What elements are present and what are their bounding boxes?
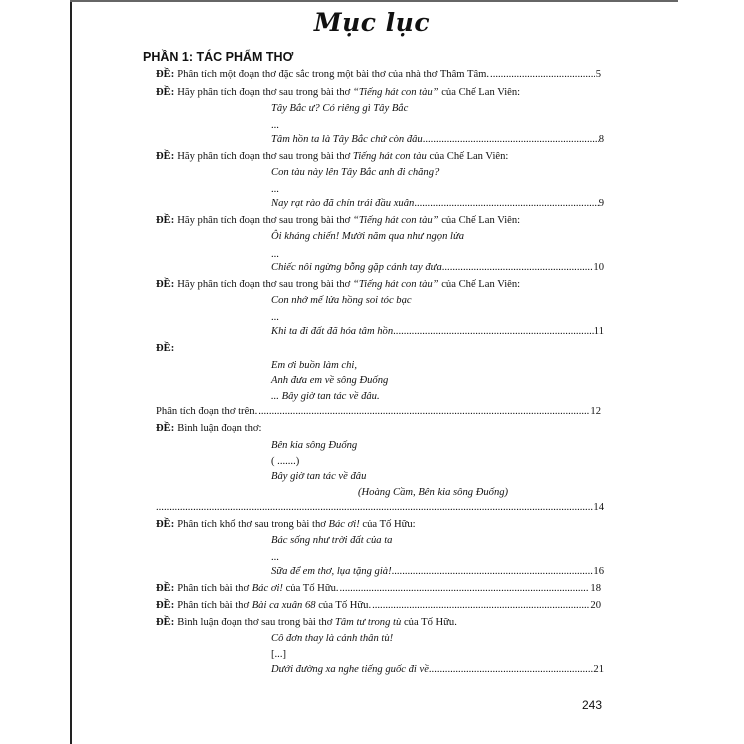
work-title: “Tiếng hát con tàu” — [352, 279, 439, 290]
toc-dotted-line[interactable] — [156, 501, 604, 515]
work-title: Bài ca xuân 68 — [251, 600, 316, 611]
toc-entry[interactable] — [156, 616, 601, 630]
verse-ellipsis: ... — [271, 312, 279, 323]
de-label: ĐỀ: — [156, 279, 175, 290]
leader-dots — [442, 261, 594, 275]
entry-page: 18 — [590, 583, 601, 594]
de-label: ĐỀ: — [156, 600, 175, 611]
leader-dots — [156, 501, 593, 515]
verse-ellipsis: ... — [271, 120, 279, 131]
verse-ellipsis: [...] — [271, 649, 287, 660]
toc-entry[interactable] — [156, 405, 601, 419]
de-label: ĐỀ: — [156, 151, 175, 162]
toc-entry[interactable] — [156, 86, 601, 100]
page-edge-top — [70, 0, 678, 2]
de-label: ĐỀ: — [156, 343, 175, 354]
toc-verse-entry[interactable] — [271, 261, 604, 275]
verse-line: Bác sống như trời đất của ta — [271, 535, 393, 546]
toc-entry[interactable] — [156, 214, 601, 228]
verse-line: Anh đưa em về sông Đuống — [271, 375, 389, 386]
entry-page: 8 — [598, 134, 604, 145]
toc-verse-entry[interactable] — [271, 197, 604, 211]
toc-entry[interactable] — [156, 582, 601, 596]
verse-line: Sữa để em thơ, lụa tặng già! — [271, 566, 392, 577]
entry-page: 5 — [595, 69, 601, 80]
leader-dots — [490, 68, 595, 82]
verse-line: Bây giờ tan tác về đâu — [271, 471, 367, 482]
verse-line: Chiếc nôi ngừng bỗng gặp cánh tay đưa — [271, 262, 442, 273]
entry-text: Phân tích bài thơ Bác ơi! của Tố Hữu. — [177, 583, 339, 594]
toc-verse-entry[interactable] — [271, 663, 604, 677]
work-title: Tâm tư trong tù — [334, 617, 402, 628]
entry-text: Bình luận đoạn thơ: — [177, 423, 262, 434]
toc-verse-entry[interactable] — [271, 325, 604, 339]
page-title: Mục lục — [313, 8, 431, 37]
leader-dots — [258, 405, 589, 419]
de-label: ĐỀ: — [156, 69, 175, 80]
entry-text: Phân tích một đoạn thơ đặc sắc trong một bài thơ của nhà thơ Thâm Tâm. — [177, 69, 490, 80]
work-title: Bác ơi! — [328, 519, 360, 530]
entry-page: 9 — [598, 198, 604, 209]
entry-page: 10 — [593, 262, 604, 273]
de-label: ĐỀ: — [156, 519, 175, 530]
verse-line: Ôi kháng chiến! Mười năm qua như ngọn lửa — [271, 231, 465, 242]
leader-dots — [372, 599, 589, 613]
toc-entry[interactable] — [156, 68, 601, 82]
page-number: 243 — [582, 698, 603, 712]
toc-entry[interactable] — [156, 278, 601, 292]
de-label: ĐỀ: — [156, 423, 175, 434]
entry-text: Phân tích đoạn thơ trên. — [156, 406, 258, 417]
verse-ellipsis: ... — [271, 552, 279, 563]
leader-dots — [414, 197, 598, 211]
leader-dots — [423, 133, 599, 147]
entry-page: 21 — [593, 664, 604, 675]
page-edge-left — [70, 0, 72, 744]
work-title: Tiếng hát con tàu — [352, 151, 427, 162]
toc-entry[interactable] — [156, 342, 601, 356]
de-label: ĐỀ: — [156, 583, 175, 594]
verse-ellipsis: ( .......) — [271, 456, 300, 467]
verse-line: Nay rạt rào đã chín trái đầu xuân — [271, 198, 415, 209]
de-label: ĐỀ: — [156, 215, 175, 226]
entry-page: 14 — [593, 502, 604, 513]
entry-text: Bình luận đoạn thơ sau trong bài thơ Tâm tư trong tù của Tố Hữu. — [177, 617, 457, 628]
de-label: ĐỀ: — [156, 617, 175, 628]
entry-text: Hãy phân tích đoạn thơ sau trong bài thơ “Tiếng hát con tàu” của Chế Lan Viên: — [177, 87, 521, 98]
verse-line: Dưới đường xa nghe tiếng guốc đi về — [271, 664, 429, 675]
verse-line: Con nhớ mế lửa hồng soi tóc bạc — [271, 295, 412, 306]
verse-line: Tây Bắc ư? Có riêng gì Tây Bắc — [271, 103, 409, 114]
de-label: ĐỀ: — [156, 87, 175, 98]
toc-entry[interactable] — [156, 150, 601, 164]
section-heading: PHẦN 1: TÁC PHẨM THƠ — [143, 50, 294, 64]
toc-entry[interactable] — [156, 422, 601, 436]
toc-verse-entry[interactable] — [271, 133, 604, 147]
entry-text: Phân tích khổ thơ sau trong bài thơ Bác ơi! của Tố Hữu: — [177, 519, 416, 530]
entry-page: 20 — [590, 600, 601, 611]
entry-page: 16 — [593, 566, 604, 577]
leader-dots — [429, 663, 594, 677]
entry-text: Hãy phân tích đoạn thơ sau trong bài thơ “Tiếng hát con tàu” của Chế Lan Viên: — [177, 215, 521, 226]
work-title: “Tiếng hát con tàu” — [352, 215, 439, 226]
work-title: “Tiếng hát con tàu” — [352, 87, 439, 98]
verse-ellipsis: ... — [271, 249, 279, 260]
leader-dots — [393, 325, 594, 339]
entry-page: 12 — [590, 406, 601, 417]
toc-entry[interactable] — [156, 599, 601, 613]
entry-text: Phân tích bài thơ Bài ca xuân 68 của Tố Hữu. — [177, 600, 372, 611]
verse-ellipsis: ... — [271, 184, 279, 195]
verse-line: Em ơi buồn làm chi, — [271, 360, 357, 371]
leader-dots — [340, 582, 590, 596]
entry-page: 11 — [593, 326, 604, 337]
verse-line: Khi ta đi đất đã hóa tâm hồn — [271, 326, 394, 337]
work-title: Bác ơi! — [251, 583, 283, 594]
entry-text: Hãy phân tích đoạn thơ sau trong bài thơ Tiếng hát con tàu của Chế Lan Viên: — [177, 151, 509, 162]
verse-line: Bên kia sông Đuống — [271, 440, 358, 451]
verse-line: Cô đơn thay là cảnh thân tù! — [271, 633, 394, 644]
toc-entry[interactable] — [156, 518, 601, 532]
toc-verse-entry[interactable] — [271, 565, 604, 579]
leader-dots — [392, 565, 594, 579]
verse-source: (Hoàng Cầm, Bên kia sông Đuống) — [358, 487, 509, 498]
verse-line: Con tàu này lên Tây Bắc anh đi chăng? — [271, 167, 440, 178]
verse-line: ... Bây giờ tan tác về đâu. — [271, 391, 380, 402]
verse-line: Tâm hồn ta là Tây Bắc chứ còn đâu — [271, 134, 423, 145]
entry-text: Hãy phân tích đoạn thơ sau trong bài thơ “Tiếng hát con tàu” của Chế Lan Viên: — [177, 279, 521, 290]
